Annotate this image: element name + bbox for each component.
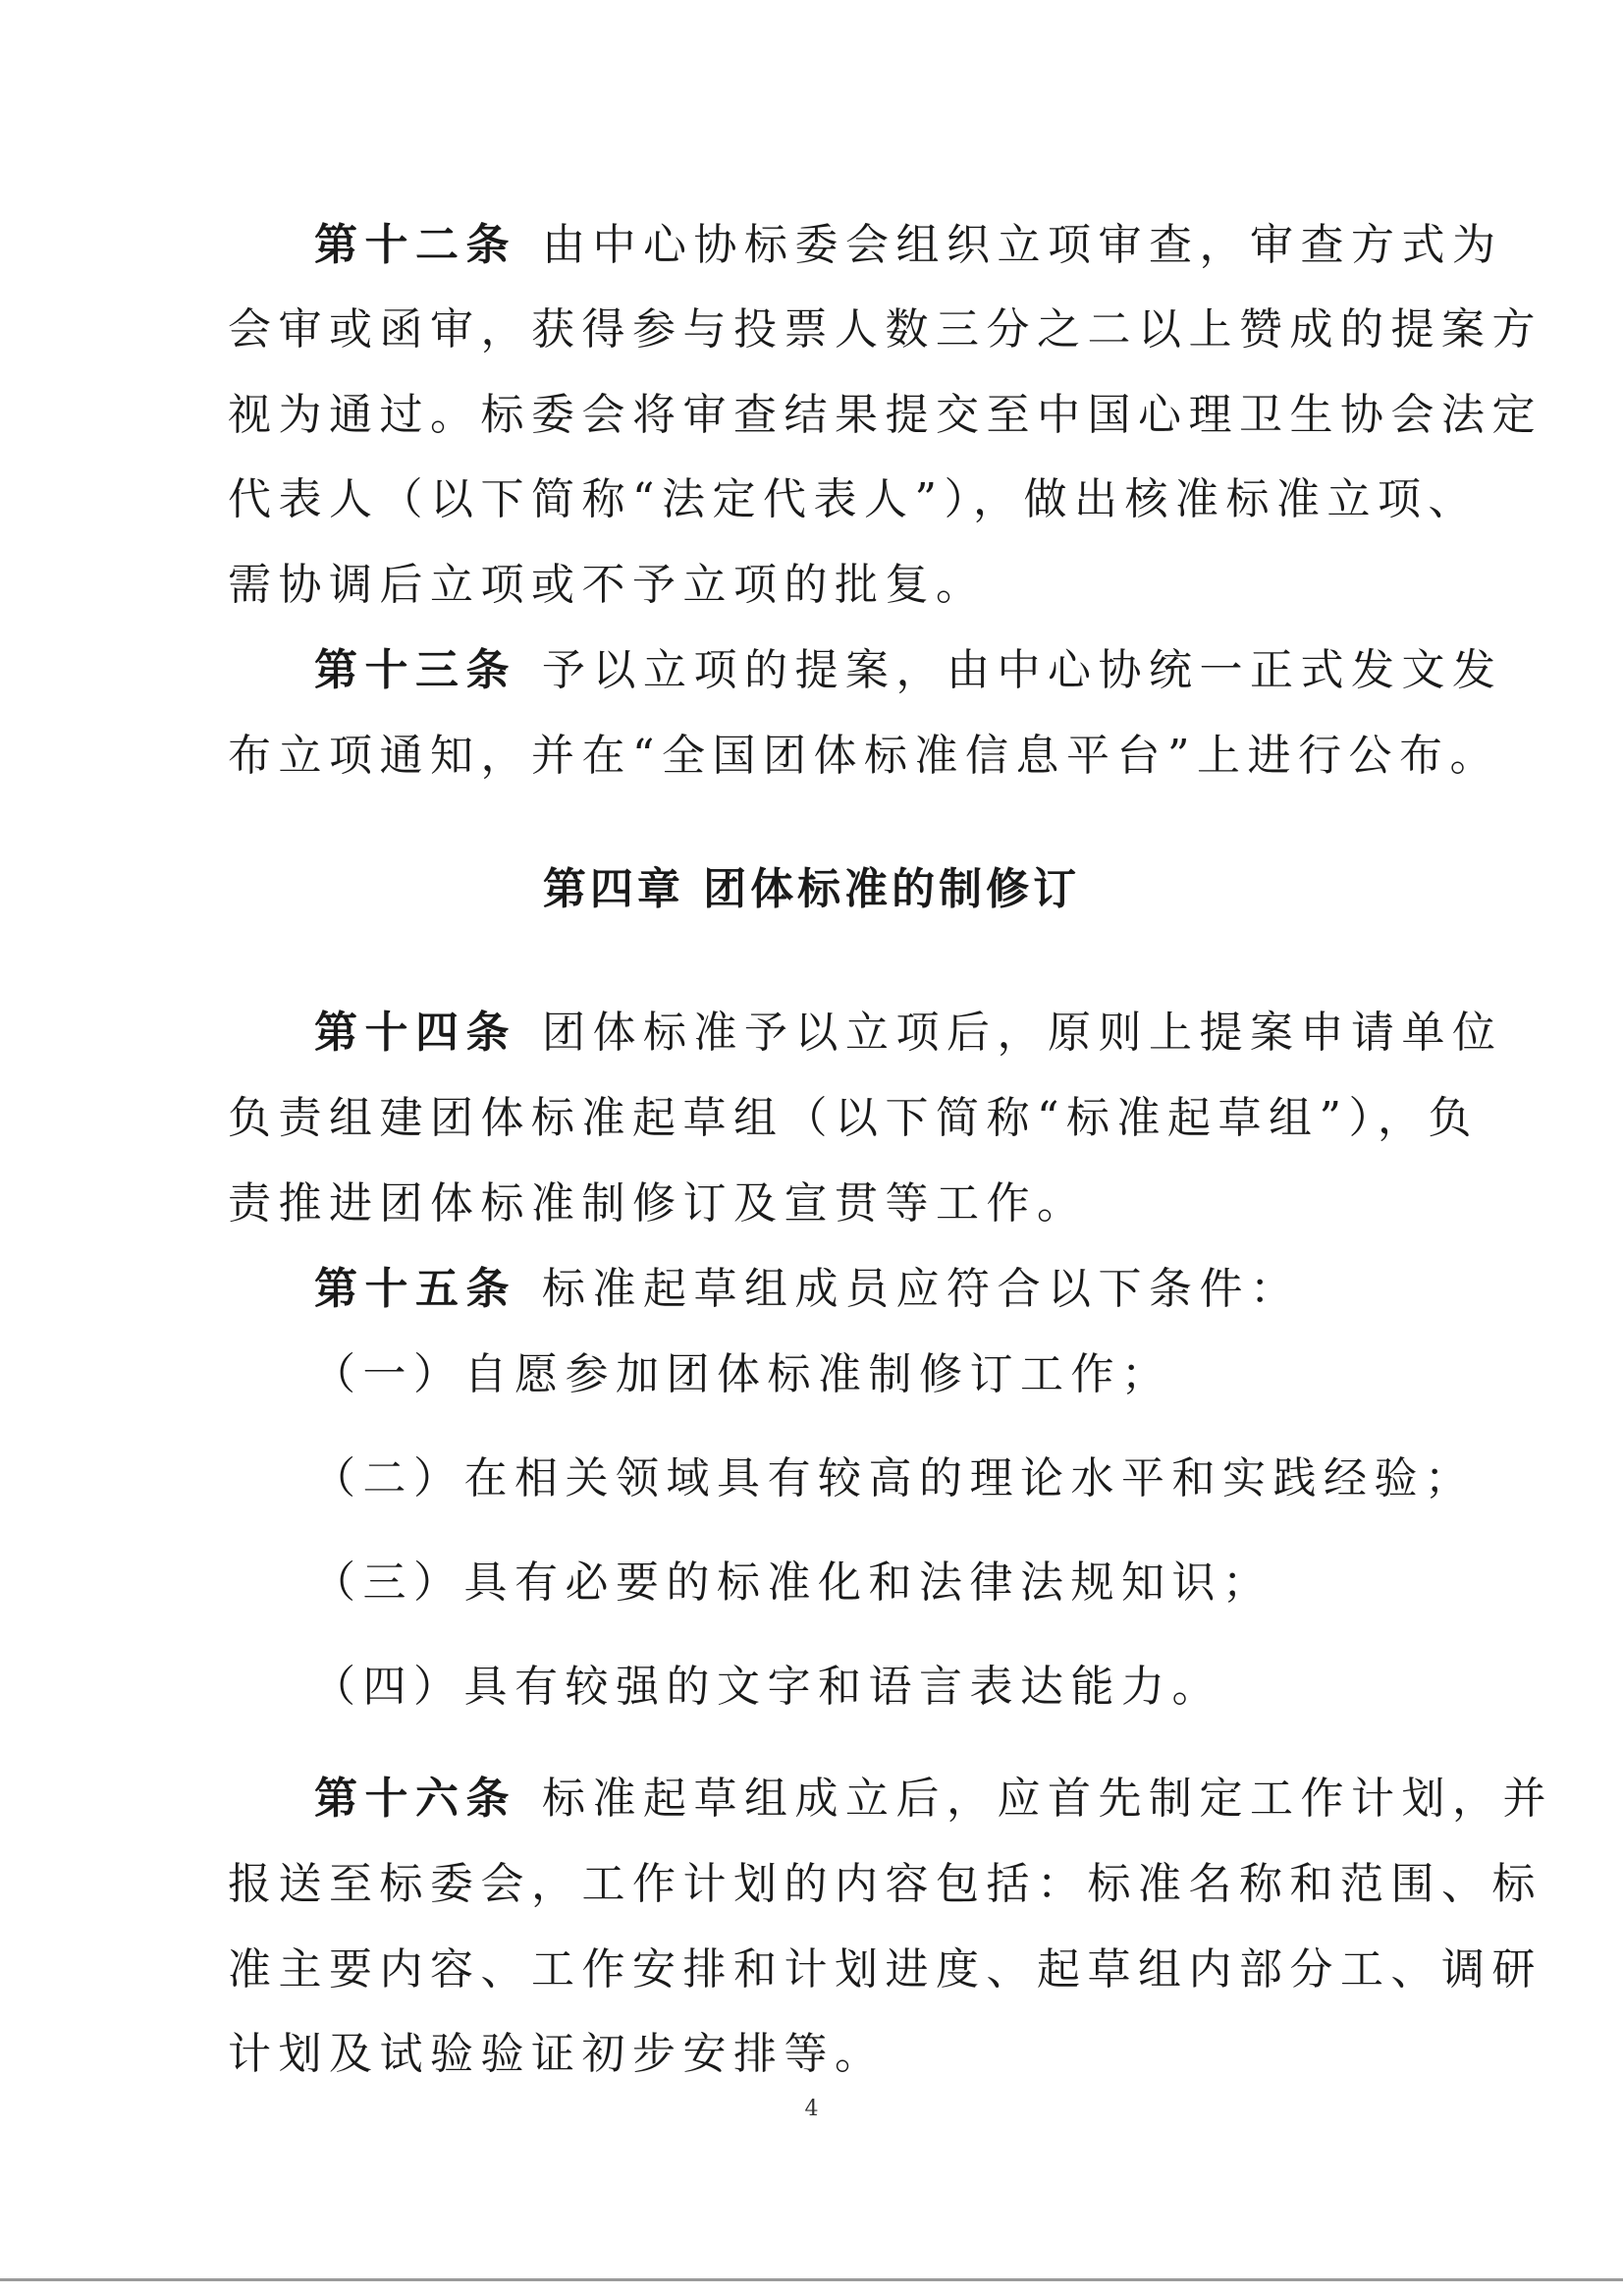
page-number: 4 <box>804 2097 819 2121</box>
article-16-line-1 <box>314 1772 1553 1827</box>
article-13-text-1: 予以立项的提案，由中心协统一正式发文发 <box>542 645 1503 695</box>
article-13-line-2: 布立项通知，并在“全国团体标准信息平台”上进行公布。 <box>228 731 1500 781</box>
article-13-heading: 第十三条 <box>314 645 516 695</box>
article-16-heading: 第十六条 <box>314 1774 516 1824</box>
article-12-line-4: 代表人（以下简称“法定代表人”），做出核准标准立项、 <box>228 474 1479 524</box>
article-16-line-2: 报送至标委会，工作计划的内容包括：标准名称和范围、标 <box>228 1859 1542 1909</box>
article-12-line-2: 会审或函审，获得参与投票人数三分之二以上赞成的提案方 <box>228 304 1542 355</box>
article-15-item-1: （一）自愿参加团体标准制修订工作； <box>312 1349 1172 1399</box>
article-14-text-1: 团体标准予以立项后，原则上提案申请单位 <box>542 1008 1503 1058</box>
article-15-item-2: （二）在相关领域具有较高的理论水平和实践经验； <box>312 1453 1476 1503</box>
article-15-line-1 <box>314 1262 1357 1317</box>
article-15-text-1: 标准起草组成员应符合以下条件： <box>542 1264 1301 1314</box>
scan-edge-divider <box>0 2278 1623 2281</box>
article-14-heading: 第十四条 <box>314 1008 516 1058</box>
article-13-line-1 <box>314 643 1503 698</box>
chapter-4-title: 第四章 团体标准的制修订 <box>542 864 1081 914</box>
article-16-line-3: 准主要内容、工作安排和计划进度、起草组内部分工、调研 <box>228 1944 1542 1995</box>
article-12-line-5: 需协调后立项或不予立项的批复。 <box>228 560 987 610</box>
article-16-line-4: 计划及试验验证初步安排等。 <box>228 2029 886 2079</box>
article-14-line-3: 责推进团体标准制修订及宣贯等工作。 <box>228 1178 1088 1229</box>
article-12-heading: 第十二条 <box>314 220 516 270</box>
article-14-line-2: 负责组建团体标准起草组（以下简称“标准起草组”），负 <box>228 1093 1479 1143</box>
article-12-line-1 <box>314 218 1503 273</box>
article-16-text-1: 标准起草组成立后，应首先制定工作计划，并 <box>542 1774 1553 1824</box>
article-12-line-3: 视为通过。标委会将审查结果提交至中国心理卫生协会法定 <box>228 390 1542 440</box>
article-15-heading: 第十五条 <box>314 1264 516 1314</box>
article-14-line-1 <box>314 1006 1503 1061</box>
article-15-item-3: （三）具有必要的标准化和法律法规知识； <box>312 1558 1273 1608</box>
article-15-item-4: （四）具有较强的文字和语言表达能力。 <box>312 1662 1222 1712</box>
article-12-text-1: 由中心协标委会组织立项审查，审查方式为 <box>542 220 1503 270</box>
